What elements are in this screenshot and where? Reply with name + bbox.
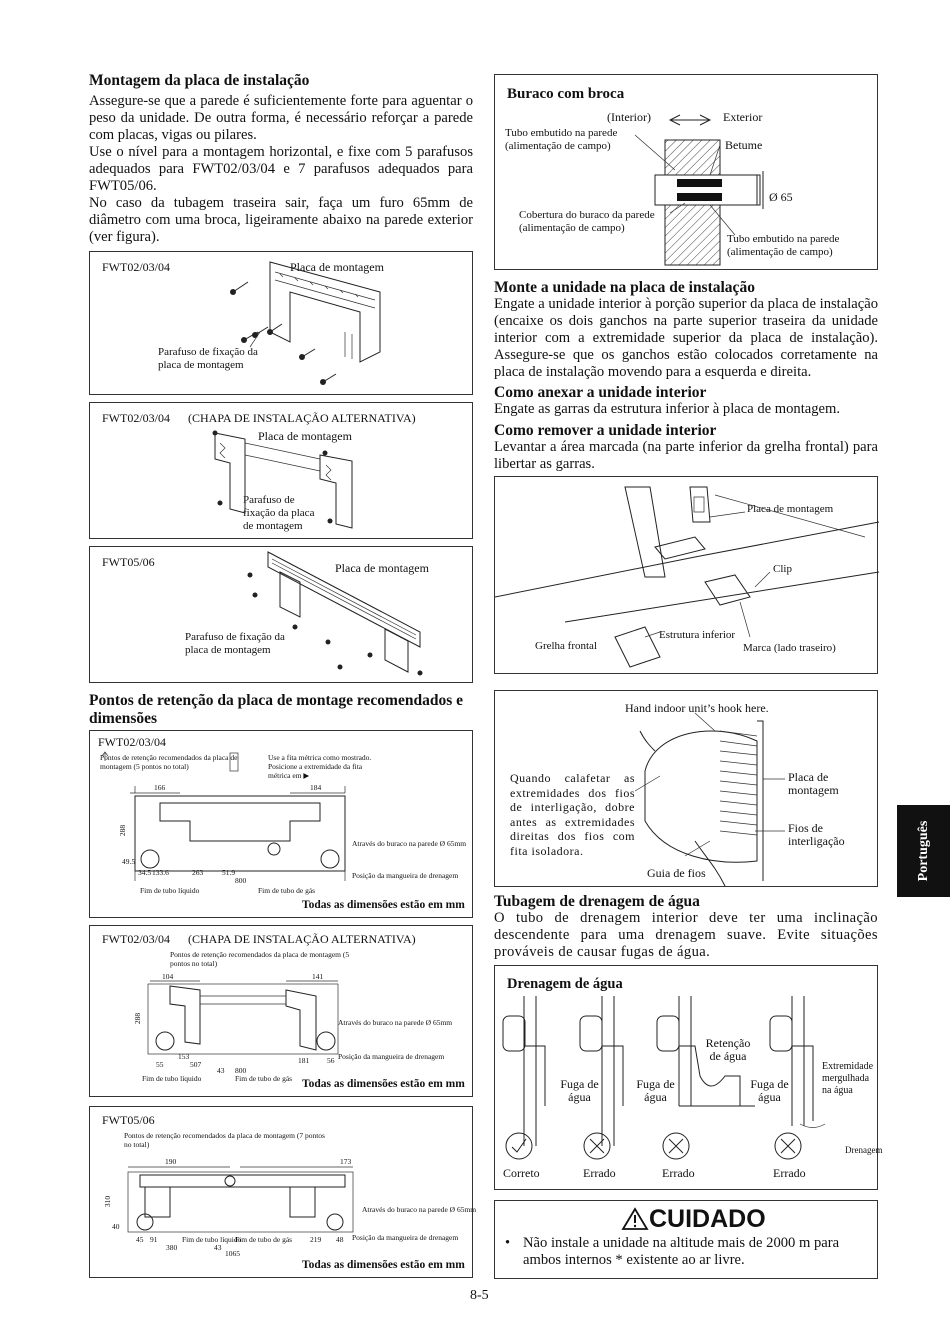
drill-hole-figure — [494, 74, 878, 270]
mount-plate-p3: No caso da tubagem traseira sair, faça um furo 65mm de diâmetro com uma broca, ligeiramente abaixo na parede exterior (ver figura). — [89, 195, 473, 245]
d2-model: FWT02/03/04 — [102, 932, 170, 946]
clip-drawing — [495, 477, 879, 675]
hook-guide-label: Guia de fios — [647, 866, 706, 880]
drain-leak1: Fuga de água — [560, 1077, 599, 1104]
drain-submerged: Extremidade mergulhada na água — [822, 1061, 874, 1096]
d1-liquid: Fim de tubo líquido — [140, 886, 200, 895]
caution-item: Não instale a unidade na altitude mais de 2000 m para ambos internos * existente ao ar livre. — [523, 1235, 840, 1268]
d3-all-dims: Todas as dimensões estão em mm — [302, 1259, 465, 1271]
hook-label: Hand indoor unit’s hook here. — [625, 701, 769, 715]
d2-points: Pontos de retenção recomendados da placa de montagem (5 pontos no total) — [170, 950, 350, 968]
language-tab — [897, 805, 950, 897]
mount-plate-p1: Assegure-se que a parede é suficientemente forte para aguentar o peso da unidade. De outra forma, é necessário reforçar a parede com placas, vigas ou pilares. — [89, 93, 473, 143]
d2-dim-9: 43 — [217, 1066, 225, 1075]
d3-dim-1: 173 — [340, 1157, 352, 1166]
d3-points: Pontos de retenção recomendados da placa de montagem (7 pontos no total) — [124, 1131, 325, 1149]
caution-bullet: • — [505, 1235, 511, 1251]
d2-dim-4: 55 — [156, 1060, 164, 1069]
d1-drain: Posição da mangueira de drenagem — [352, 871, 459, 880]
drill-bitumen: Betume — [725, 138, 763, 152]
mount-plate-title: Montagem da placa de instalação — [89, 72, 310, 89]
figure-mounting-plate-fwt05 — [89, 546, 473, 683]
drain-title: Tubagem de drenagem de água — [494, 893, 700, 910]
d3-liquid: Fim de tubo líquido — [182, 1235, 242, 1244]
hook-plate-label: Placa de montagem — [788, 770, 839, 797]
attach-title: Como anexar a unidade interior — [494, 384, 707, 401]
dimension-figure-fwt02-alt — [89, 925, 473, 1097]
caulk-note: Quando calafetar as extremidades dos fios de interligação, dobre antes as extremidades direitas dos fios com fita isoladora. — [510, 771, 635, 858]
alt-plate-drawing — [90, 403, 474, 540]
d2-dim-7: 56 — [327, 1056, 335, 1065]
fig2-screw-label: Parafuso de fixação da placa de montagem — [243, 494, 315, 532]
d2-dim-3: 153 — [178, 1052, 190, 1061]
caution-title: CUIDADO — [649, 1205, 766, 1233]
drill-tube1: Tubo embutido na parede (alimentação de campo) — [505, 127, 618, 152]
d2-all-dims: Todas as dimensões estão em mm — [302, 1078, 465, 1090]
d1-plate-outline — [90, 731, 474, 919]
mount-unit-text: Engate a unidade interior à porção superior da placa de instalação (encaixe os dois ganchos na parte superior traseira da unidade interior com a extremidade superior da placa de instalação). Assegure-se que os ganchos estão colocados corretamente na placa de instalação movendo para a esquerda e direita. — [494, 296, 878, 380]
mount-plate-p2: Use o nível para a montagem horizontal, e fixe com 5 parafusos adequados para FWT02/03/04 e 7 parafusos adequados para FWT05/06. — [89, 144, 473, 194]
drain-figure — [494, 965, 883, 1190]
d2-dim-5: 507 — [190, 1060, 202, 1069]
d3-hole: Através do buraco na parede Ø 65mm — [362, 1205, 477, 1214]
d1-dim-1: 184 — [310, 783, 322, 792]
fig2-alt-label: (CHAPA DE INSTALAÇÃO ALTERNATIVA) — [188, 411, 416, 425]
d2-liquid: Fim de tubo líquido — [142, 1074, 202, 1083]
d1-tape: Use a fita métrica como mostrado. Posicione a extremidade da fita métrica em ▶ — [268, 753, 372, 780]
d3-dim-6: 43 — [214, 1243, 222, 1252]
d2-dim-0: 104 — [162, 972, 174, 981]
d2-gas: Fim de tubo de gás — [235, 1074, 293, 1083]
d1-dim-6: 51.9 — [222, 868, 236, 877]
drain-c3: Errado — [662, 1166, 695, 1180]
d3-dim-7: 219 — [310, 1235, 322, 1244]
remove-text: Levantar a área marcada (na parte inferior da grelha frontal) para libertar as garras. — [494, 439, 878, 472]
clip-label: Clip — [773, 563, 792, 575]
mounting-plate-drawing — [90, 252, 474, 396]
clip-plate-label: Placa de montagem — [747, 503, 834, 515]
fig3-model: FWT05/06 — [102, 555, 155, 569]
drain-c2: Errado — [583, 1166, 616, 1180]
fig2-model: FWT02/03/04 — [102, 411, 170, 425]
d1-dim-5: 263 — [192, 868, 204, 877]
d2-hole: Através do buraco na parede Ø 65mm — [338, 1018, 453, 1027]
drain-leak3: Fuga de água — [750, 1077, 789, 1104]
drill-cover: Cobertura do buraco da parede (alimentação de campo) — [519, 209, 655, 234]
drain-drawings — [495, 966, 879, 1191]
drain-retention: Retenção de água — [705, 1036, 751, 1063]
d3-plate-outline — [90, 1107, 477, 1279]
drain-text: O tubo de drenagem interior deve ter uma inclinação descendente para uma drenagem suave. Evite situações prováveis de causar fugas de água. — [494, 910, 878, 960]
hook-wires-label: Fios de interligação — [788, 821, 845, 848]
fig1-plate-label: Placa de montagem — [290, 260, 384, 274]
d2-dim-6: 181 — [298, 1056, 310, 1065]
d1-gas: Fim de tubo de gás — [258, 886, 316, 895]
d3-model: FWT05/06 — [102, 1113, 155, 1127]
fig3-plate-label: Placa de montagem — [335, 561, 429, 575]
d1-dim-0: 166 — [154, 783, 166, 792]
clip-figure — [494, 476, 878, 674]
d1-hole: Através do buraco na parede Ø 65mm — [352, 839, 467, 848]
drill-exterior: Exterior — [723, 110, 763, 124]
attach-text: Engate as garras da estrutura inferior à placa de montagem. — [494, 401, 841, 417]
d3-gas: Fim de tubo de gás — [235, 1235, 293, 1244]
drain-figure-title: Drenagem de água — [507, 976, 623, 992]
remove-title: Como remover a unidade interior — [494, 422, 717, 439]
d3-dim-3: 45 — [136, 1235, 144, 1244]
d3-dim-9: 1065 — [225, 1249, 240, 1258]
clip-mark-label: Marca (lado traseiro) — [743, 642, 836, 654]
page-number: 8-5 — [470, 1288, 489, 1303]
d3-dim-4: 91 — [150, 1235, 158, 1244]
d1-dim-8: 49.5 — [122, 857, 136, 866]
retention-title: Pontos de retenção da placa de montage recomendados e dimensões — [89, 692, 463, 727]
drill-tube2: Tubo embutido na parede (alimentação de campo) — [727, 233, 840, 258]
drain-c4: Errado — [773, 1166, 806, 1180]
d1-dim-4: 133.6 — [152, 868, 169, 877]
hook-drawing — [495, 691, 879, 888]
d2-drain: Posição da mangueira de drenagem — [338, 1052, 445, 1061]
d3-dim-0: 190 — [165, 1157, 177, 1166]
figure-mounting-plate-1 — [89, 251, 473, 395]
dimension-figure-fwt02 — [89, 730, 473, 918]
clip-frame-label: Estrutura inferior — [659, 629, 736, 641]
d2-dim-1: 141 — [312, 972, 324, 981]
d1-dim-3: 34.5 — [138, 868, 152, 877]
d2-alt: (CHAPA DE INSTALAÇÃO ALTERNATIVA) — [188, 932, 416, 946]
d1-dim-7: 800 — [235, 876, 247, 885]
figure-mounting-plate-alt — [89, 402, 473, 539]
fig2-plate-label: Placa de montagem — [258, 429, 352, 443]
d2-dim-2: 288 — [133, 1012, 143, 1025]
drill-interior: (Interior) — [607, 110, 651, 124]
d3-dim-8: 48 — [336, 1235, 344, 1244]
drill-title: Buraco com broca — [507, 86, 625, 102]
d1-dim-2: 288 — [118, 824, 128, 837]
d1-points: Pontos de retenção recomendados da placa de montagem (5 pontos no total) — [100, 753, 238, 771]
hook-figure — [494, 690, 878, 887]
mount-unit-title: Monte a unidade na placa de instalação — [494, 279, 755, 296]
fig1-model: FWT02/03/04 — [102, 260, 170, 274]
d2-plate-outline — [90, 926, 474, 1098]
caution-box — [494, 1200, 878, 1279]
d3-drain: Posição da mangueira de drenagem — [352, 1233, 459, 1242]
d1-model: FWT02/03/04 — [98, 735, 166, 749]
d2-dim-8: 800 — [235, 1066, 247, 1075]
fig1-screw-label: Parafuso de fixação da placa de montagem — [158, 346, 258, 371]
drain-leak2: Fuga de água — [636, 1077, 675, 1104]
drill-hole-drawing — [495, 75, 879, 271]
drain-c1: Correto — [503, 1166, 540, 1180]
dimension-figure-fwt05 — [89, 1106, 477, 1278]
fwt05-plate-drawing — [90, 547, 474, 684]
d3-dim-2: 310 — [103, 1195, 113, 1208]
language-tab-label: Português — [915, 820, 931, 882]
fig3-screw-label: Parafuso de fixação da placa de montagem — [185, 631, 285, 656]
d3-dim-5: 380 — [166, 1243, 178, 1252]
d1-all-dims: Todas as dimensões estão em mm — [302, 899, 465, 911]
d3-dim-10: 40 — [112, 1222, 120, 1231]
drill-diam: Ø 65 — [769, 190, 793, 204]
clip-grille-label: Grelha frontal — [535, 640, 597, 652]
drain-drainage: Drenagem — [845, 1145, 883, 1155]
